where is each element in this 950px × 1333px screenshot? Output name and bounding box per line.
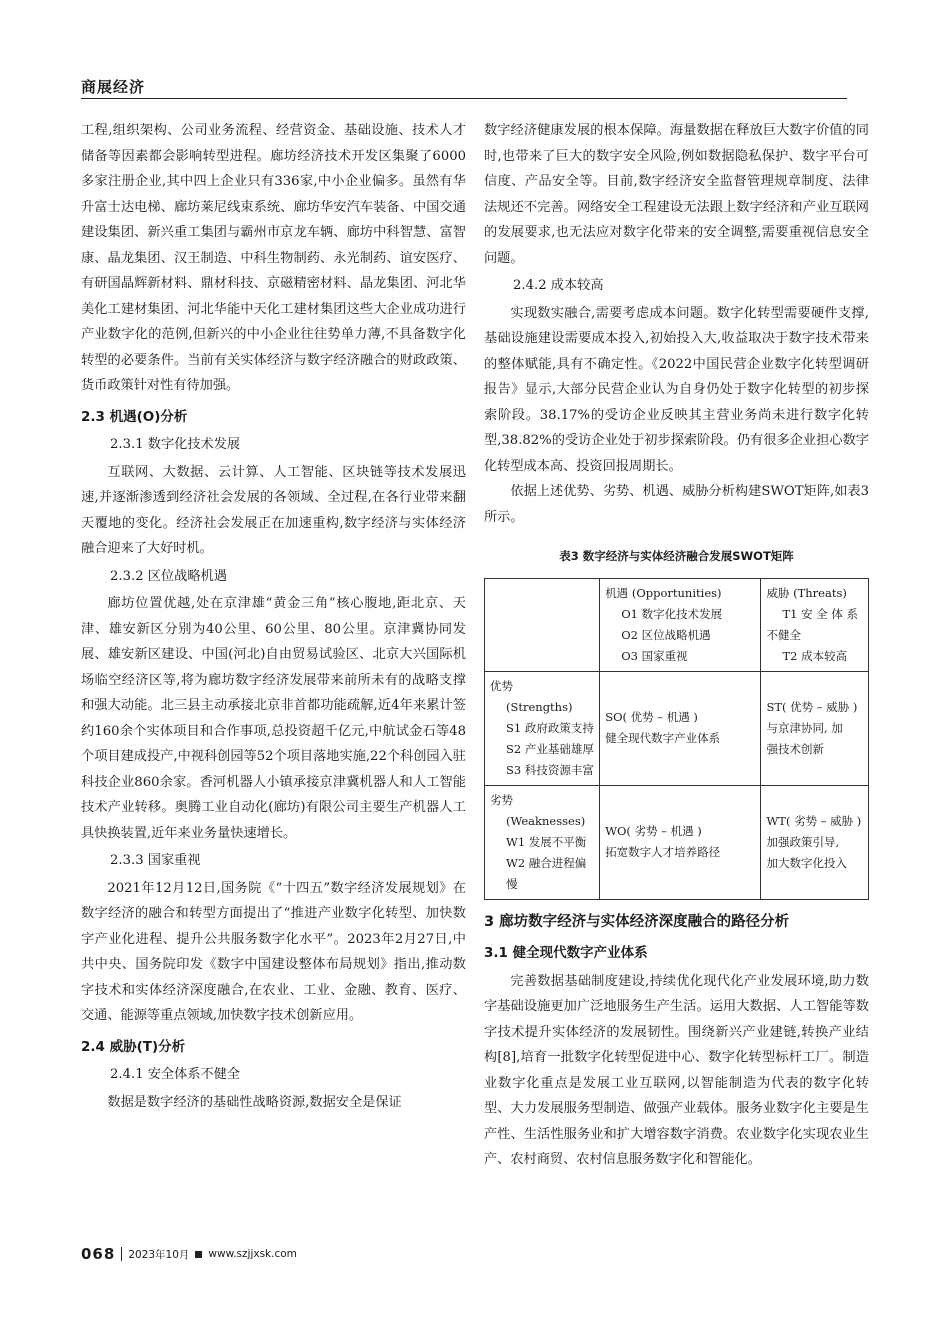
cell-text: W2 融合进程偏慢	[506, 855, 587, 891]
paragraph: 完善数据基础制度建设,持续优化现代化产业发展环境,助力数字基础设施更加广泛地服务生产生活。运用大数据、人工智能等数字技术提升实体经济的发展韧性。围绕新兴产业建链,转换产业结构[8],培育一批数字化转型促进中心、数字化转型标杆工厂。制造业数字化重点是发展工业互联网,以智能制造为代表的数字化转型、大力发展服务型制造、做强产业载体。服务业数字化主要是生产性、生活性服务业和扩大增容数字消费。农业数字化实现农业生产、农村商贸、农村信息服务数字化和智能化。	[484, 973, 869, 1167]
paragraph: 互联网、大数据、云计算、人工智能、区块链等技术发展迅速,并逐渐渗透到经济社会发展的各领域、全过程,在各行业带来翻天覆地的变化。经济社会发展正在加速重构,数字经济与实体经济融合迎来了大好时机。	[81, 464, 466, 556]
right-column	[484, 118, 869, 1173]
subsection-heading: 2.4.1 安全体系不健全	[110, 1067, 241, 1082]
cell-text: 与京津协同, 加	[766, 720, 843, 735]
subsection-heading: 2.3.2 区位战略机遇	[110, 568, 227, 584]
table-cell-empty	[485, 578, 600, 671]
table-caption: 表3 数字经济与实体经济融合发展SWOT矩阵	[559, 549, 794, 563]
cell-text: 优势	[490, 678, 513, 693]
swot-table	[484, 578, 869, 900]
chapter-heading: 3 廊坊数字经济与实体经济深度融合的路径分析	[484, 913, 790, 930]
page-footer	[81, 1245, 297, 1263]
cell-text: S2 产业基础雄厚	[506, 741, 594, 756]
subsection-heading: 2.3.3 国家重视	[110, 853, 201, 868]
paragraph: 数字经济健康发展的根本保障。海量数据在释放巨大数字价值的同时,也带来了巨大的数字安全风险,例如数据隐私保护、数字平台可信度、产品安全等。目前,数字经济安全监督管理规章制度、法律法规还不完善。网络安全工程建设无法跟上数字经济和产业互联网的发展要求,也无法应对数字化带来的安全调整,需要重视信息安全问题。	[484, 123, 869, 266]
cell-text: S3 科技资源丰富	[506, 762, 594, 777]
cell-text: 劣势	[490, 792, 513, 807]
cell-text: WO( 劣势 – 机遇 )	[605, 824, 702, 838]
table-cell-weaknesses	[485, 785, 600, 899]
cell-text: 加大数字化投入	[766, 855, 847, 870]
issue-date: 2023年10月	[128, 1248, 190, 1261]
section-heading: 2.3 机遇(O)分析	[81, 408, 188, 425]
cell-text: WT( 劣势 – 威胁 )	[766, 813, 862, 828]
page-number: 068	[81, 1245, 116, 1263]
cell-text: ST( 优势 – 威胁 )	[766, 699, 858, 714]
section-heading: 2.4 威胁(T)分析	[81, 1038, 186, 1055]
journal-title: 商展经济	[81, 78, 146, 96]
square-bullet-icon	[195, 1251, 202, 1258]
table-row	[485, 578, 869, 671]
subsection-heading: 2.3.1 数字化技术发展	[110, 437, 241, 452]
cell-text: T2 成本较高	[782, 648, 848, 663]
table-cell-so	[600, 671, 761, 785]
table-cell-st	[761, 671, 869, 785]
table-row	[485, 671, 869, 785]
cell-text: 威胁 (Threats)	[766, 585, 847, 600]
table-cell-threats	[761, 578, 869, 671]
cell-text: T1 安 全 体 系	[782, 606, 859, 621]
table-row	[485, 785, 869, 899]
cell-text: O2 区位战略机遇	[621, 627, 711, 642]
cell-text: (Weaknesses)	[506, 813, 586, 828]
left-column	[81, 118, 466, 1115]
cell-text: 强技术创新	[766, 741, 824, 756]
footer-divider	[121, 1247, 122, 1261]
cell-text: O3 国家重视	[621, 648, 688, 663]
cell-text: 机遇 (Opportunities)	[605, 585, 722, 600]
table-cell-wt	[761, 785, 869, 899]
cell-text: 拓宽数字人才培养路径	[605, 845, 721, 859]
cell-text: 加强政策引导,	[766, 834, 840, 849]
section-heading: 3.1 健全现代数字产业体系	[484, 945, 648, 961]
cell-text: 健全现代数字产业体系	[605, 731, 721, 745]
paragraph: 工程,组织架构、公司业务流程、经营资金、基础设施、技术人才储备等因素都会影响转型进程。廊坊经济技术开发区集聚了6000多家注册企业,其中四上企业只有336家,中小企业偏多。虽然有华升富士达电梯、廊坊莱尼线束系统、廊坊华安汽车装备、中国交通建设集团、新兴重工集团与霸州市京龙车辆、廊坊中科智慧、富智康、晶龙集团、汉王制造、中科生物制药、永光制药、谊安医疗、有研国晶辉新材料、鼎材科技、京磁精密材料、晶龙集团、河北华美化工建材集团、河北华能中天化工建材集团这些大企业成功进行产业数字化的范例,但新兴的中小企业往往势单力薄,不具备数字化转型的必要条件。当前有关实体经济与数字经济融合的财政政策、货币政策针对性有待加强。	[81, 123, 466, 393]
table-cell-wo	[600, 785, 761, 899]
table-cell-opportunities	[600, 578, 761, 671]
cell-text: O1 数字化技术发展	[621, 606, 723, 621]
cell-text: SO( 优势 – 机遇 )	[605, 710, 698, 724]
paragraph: 实现数实融合,需要考虑成本问题。数字化转型需要硬件支撑,基础设施建设需要成本投入,初始投入大,收益取决于数字技术带来的整体赋能,具有不确定性。《2022中国民营企业数字化转型调研报告》显示,大部分民营企业认为自身仍处于数字化转型的初步探索阶段。38.17%的受访企业反映其主营业务尚未进行数字化转型,38.82%的受访企业处于初步探索阶段。仍有很多企业担心数字化转型成本高、投资回报周期长。	[484, 305, 869, 474]
paragraph: 2021年12月12日,国务院《“十四五”数字经济发展规划》在数字经济的融合和转型方面提出了“推进产业数字化转型、加快数字产业化进程、提升公共服务数字化水平”。2023年2月27日,中共中央、国务院印发《数字中国建设整体布局规划》指出,推动数字技术和实体经济深度融合,在农业、工业、金融、教育、医疗、交通、能源等重点领域,加快数字技术创新应用。	[81, 880, 466, 1023]
paragraph: 依据上述优势、劣势、机遇、威胁分析构建SWOT矩阵,如表3所示。	[484, 484, 869, 525]
header-rule	[81, 98, 847, 99]
subsection-heading: 2.4.2 成本较高	[513, 278, 604, 293]
cell-text: 不健全	[766, 627, 801, 642]
journal-url: www.szjjxsk.com	[208, 1248, 297, 1260]
table-cell-strengths	[485, 671, 600, 785]
cell-text: (Strengths)	[506, 699, 573, 714]
paragraph: 数据是数字经济的基础性战略资源,数据安全是保证	[107, 1094, 402, 1110]
cell-text: W1 发展不平衡	[506, 834, 587, 849]
cell-text: S1 政府政策支持	[506, 720, 594, 735]
paragraph: 廊坊位置优越,处在京津雄“黄金三角”核心腹地,距北京、天津、雄安新区分别为40公里、60公里、80公里。京津冀协同发展、雄安新区建设、中国(河北)自由贸易试验区、北京大兴国际机场临空经济区等,将为廊坊数字经济发展带来前所未有的战略支撑和强大动能。北三县主动承接北京非首都功能疏解,近4年来累计签约160余个实体项目和合作事项,总投资超千亿元,中航试金石等48个项目建成投产,中视科创园等52个项目落地实施,22个科创园入驻科技企业860余家。香河机器人小镇承接京津冀机器人和人工智能技术产业转移。奥腾工业自动化(廊坊)有限公司主要生产机器人工具快换装置,近年来业务量快速增长。	[81, 596, 466, 841]
